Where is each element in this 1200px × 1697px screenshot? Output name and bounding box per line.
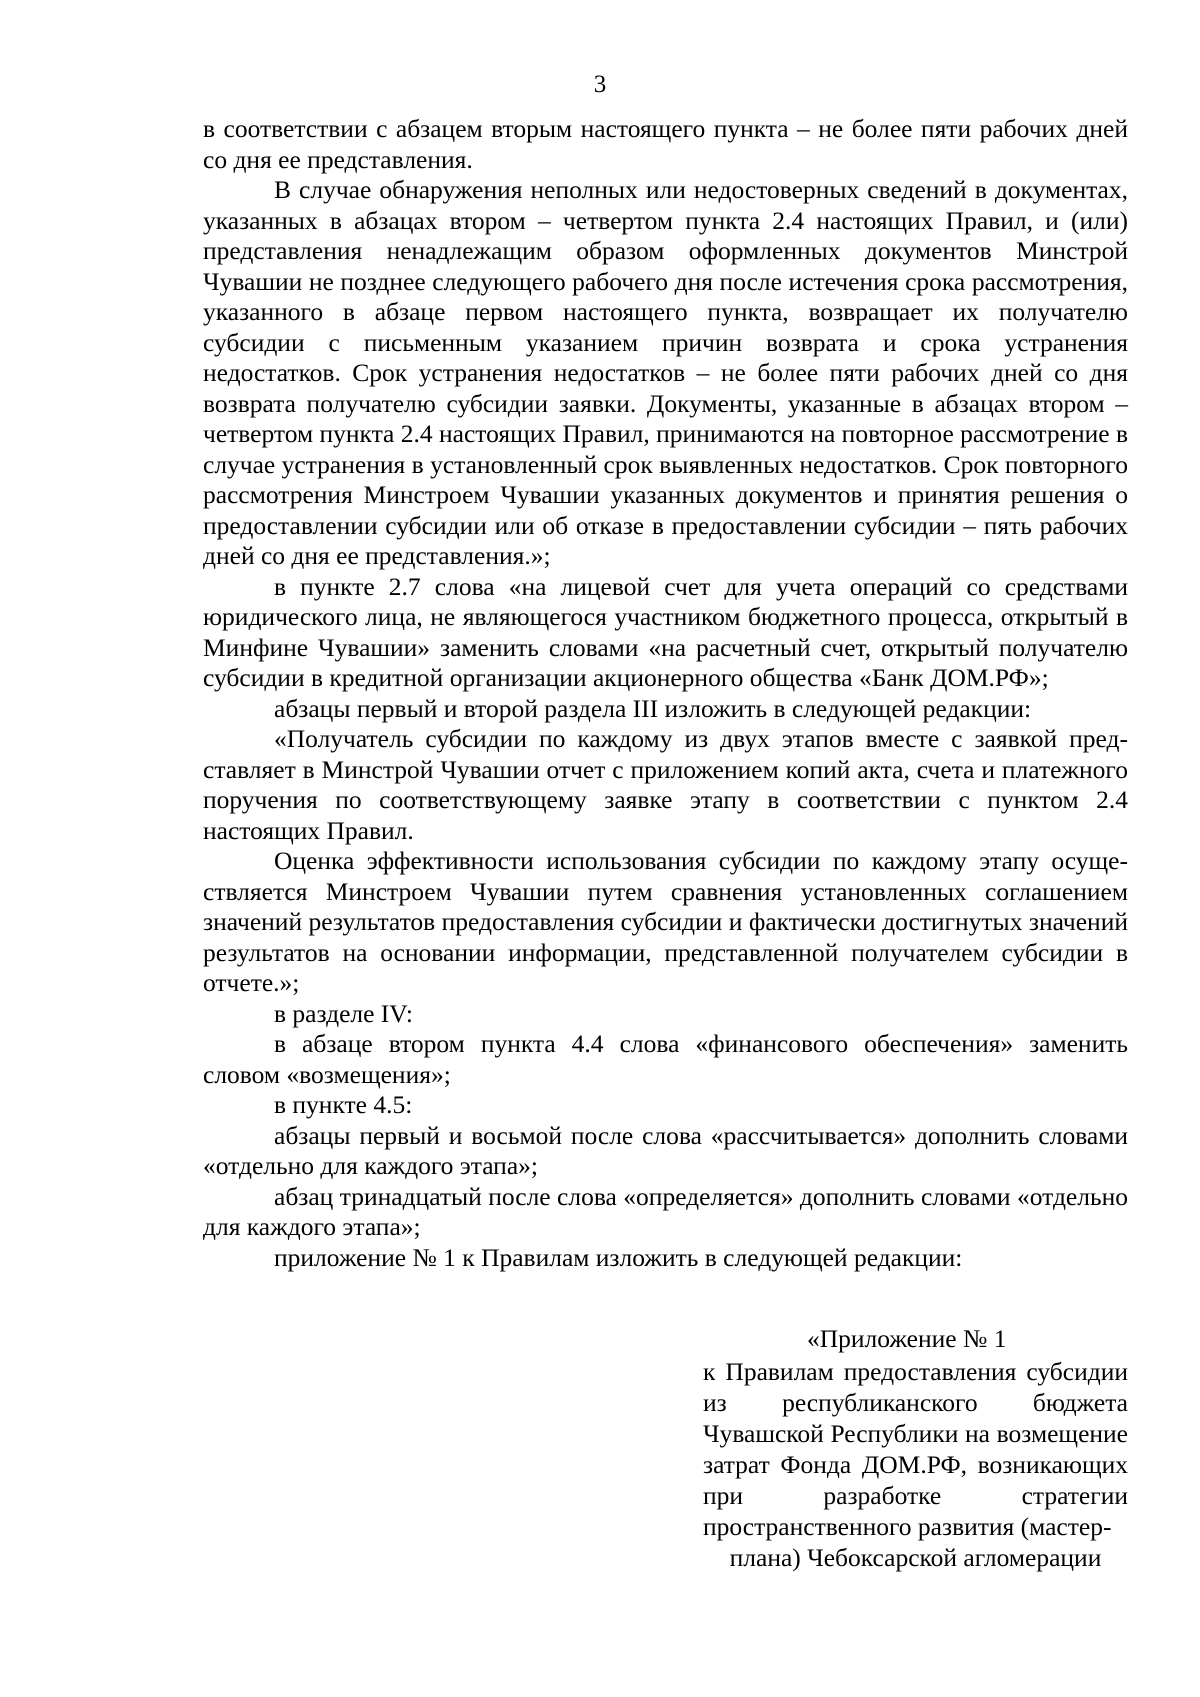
appendix-header bbox=[703, 1323, 1128, 1573]
paragraph-efficiency-evaluation: Оценка эффективности использования субсидии по каждому этапу осуществляется Минстроем Чувашии путем сравнения установленных соглашением значений результатов предоставления субсидии и фактически достигнутых значений результатов на основании информации, представленной получателем субсидии в отчете.»; bbox=[203, 846, 1128, 997]
document-body bbox=[203, 114, 1128, 1273]
paragraph-section-3-intro: абзацы первый и второй раздела III изложить в следующей редакции: bbox=[274, 693, 1032, 723]
paragraph-appendix-intro: приложение № 1 к Правилам изложить в следующей редакции: bbox=[274, 1242, 963, 1272]
page-number: 3 bbox=[593, 71, 607, 98]
paragraph-continuation: в соответствии с абзацем вторым настоящего пункта – не более пяти рабочих дней со дня ее представления. bbox=[203, 114, 1128, 174]
paragraph-item-4-4: в абзаце втором пункта 4.4 слова «финансового обеспечения» заменить словом «возмещения»; bbox=[203, 1029, 1128, 1089]
paragraph-item-2-7: в пункте 2.7 слова «на лицевой счет для учета операций со средствами юридического лица, не являющегося участником бюджетного процесса, открытый в Минфине Чувашии» заменить словами «на расчетный счет, открытый получателю субсидии в кредитной организации акционерного общества «Банк ДОМ.РФ»; bbox=[203, 571, 1128, 692]
appendix-title: «Приложение № 1 bbox=[807, 1324, 1007, 1353]
paragraph-section-4: в разделе IV: bbox=[274, 998, 413, 1028]
paragraph-first-eighth: абзацы первый и восьмой после слова «рассчитывается» дополнить словами «отдельно для каждого этапа»; bbox=[203, 1120, 1128, 1180]
paragraph-item-4-5: в пункте 4.5: bbox=[274, 1090, 413, 1119]
paragraph-incomplete-documents: В случае обнаружения неполных или недостоверных сведений в документах, указанных в абзацах втором – четвертом пункта 2.4 настоящих Правил, и (или) представления ненадлежащим образом оформленных документов Минстрой Чувашии не позднее следующего рабочего дня после истечения срока рассмотрения, указанного в абзаце первом настоящего пункта, возвращает их получателю субсидии с письменным указанием причин возврата и срока устранения недостатков. Срок устранения недостатков – не более пяти рабочих дней со дня возврата получателю субсидии заявки. Документы, указанные в абзацах втором – четвертом пункта 2.4 настоящих Правил, принимаются на повторное рассмотрение в случае устранения в установленный срок выявленных недостатков. Срок повторного рассмотрения Минстроем Чувашии указанных документов и принятия решения о предоставлении субсидии или об отказе в предоставлении субсидии – пять рабочих дней со дня ее представления.»; bbox=[203, 175, 1128, 570]
paragraph-recipient-report: «Получатель субсидии по каждому из двух этапов вместе с заявкой представляет в Минстрой Чувашии отчет с приложением копий акта, счета и платежного поручения по соответствующему заявке этапу в соответствии с пунктом 2.4 настоящих Правил. bbox=[203, 724, 1128, 845]
appendix-description-last-line: плана) Чебоксарской агломерации bbox=[729, 1543, 1102, 1572]
appendix-description bbox=[703, 1356, 1128, 1573]
appendix-description-text: к Правилам предоставления субсидии из республиканского бюджета Чувашской Республики на возмещение затрат Фонда ДОМ.РФ, возникающих при разработке стратегии пространственного развития (мастер- bbox=[703, 1357, 1128, 1541]
paragraph-thirteenth: абзац тринадцатый после слова «определяется» дополнить словами «отдельно для каждого этапа»; bbox=[203, 1181, 1128, 1241]
